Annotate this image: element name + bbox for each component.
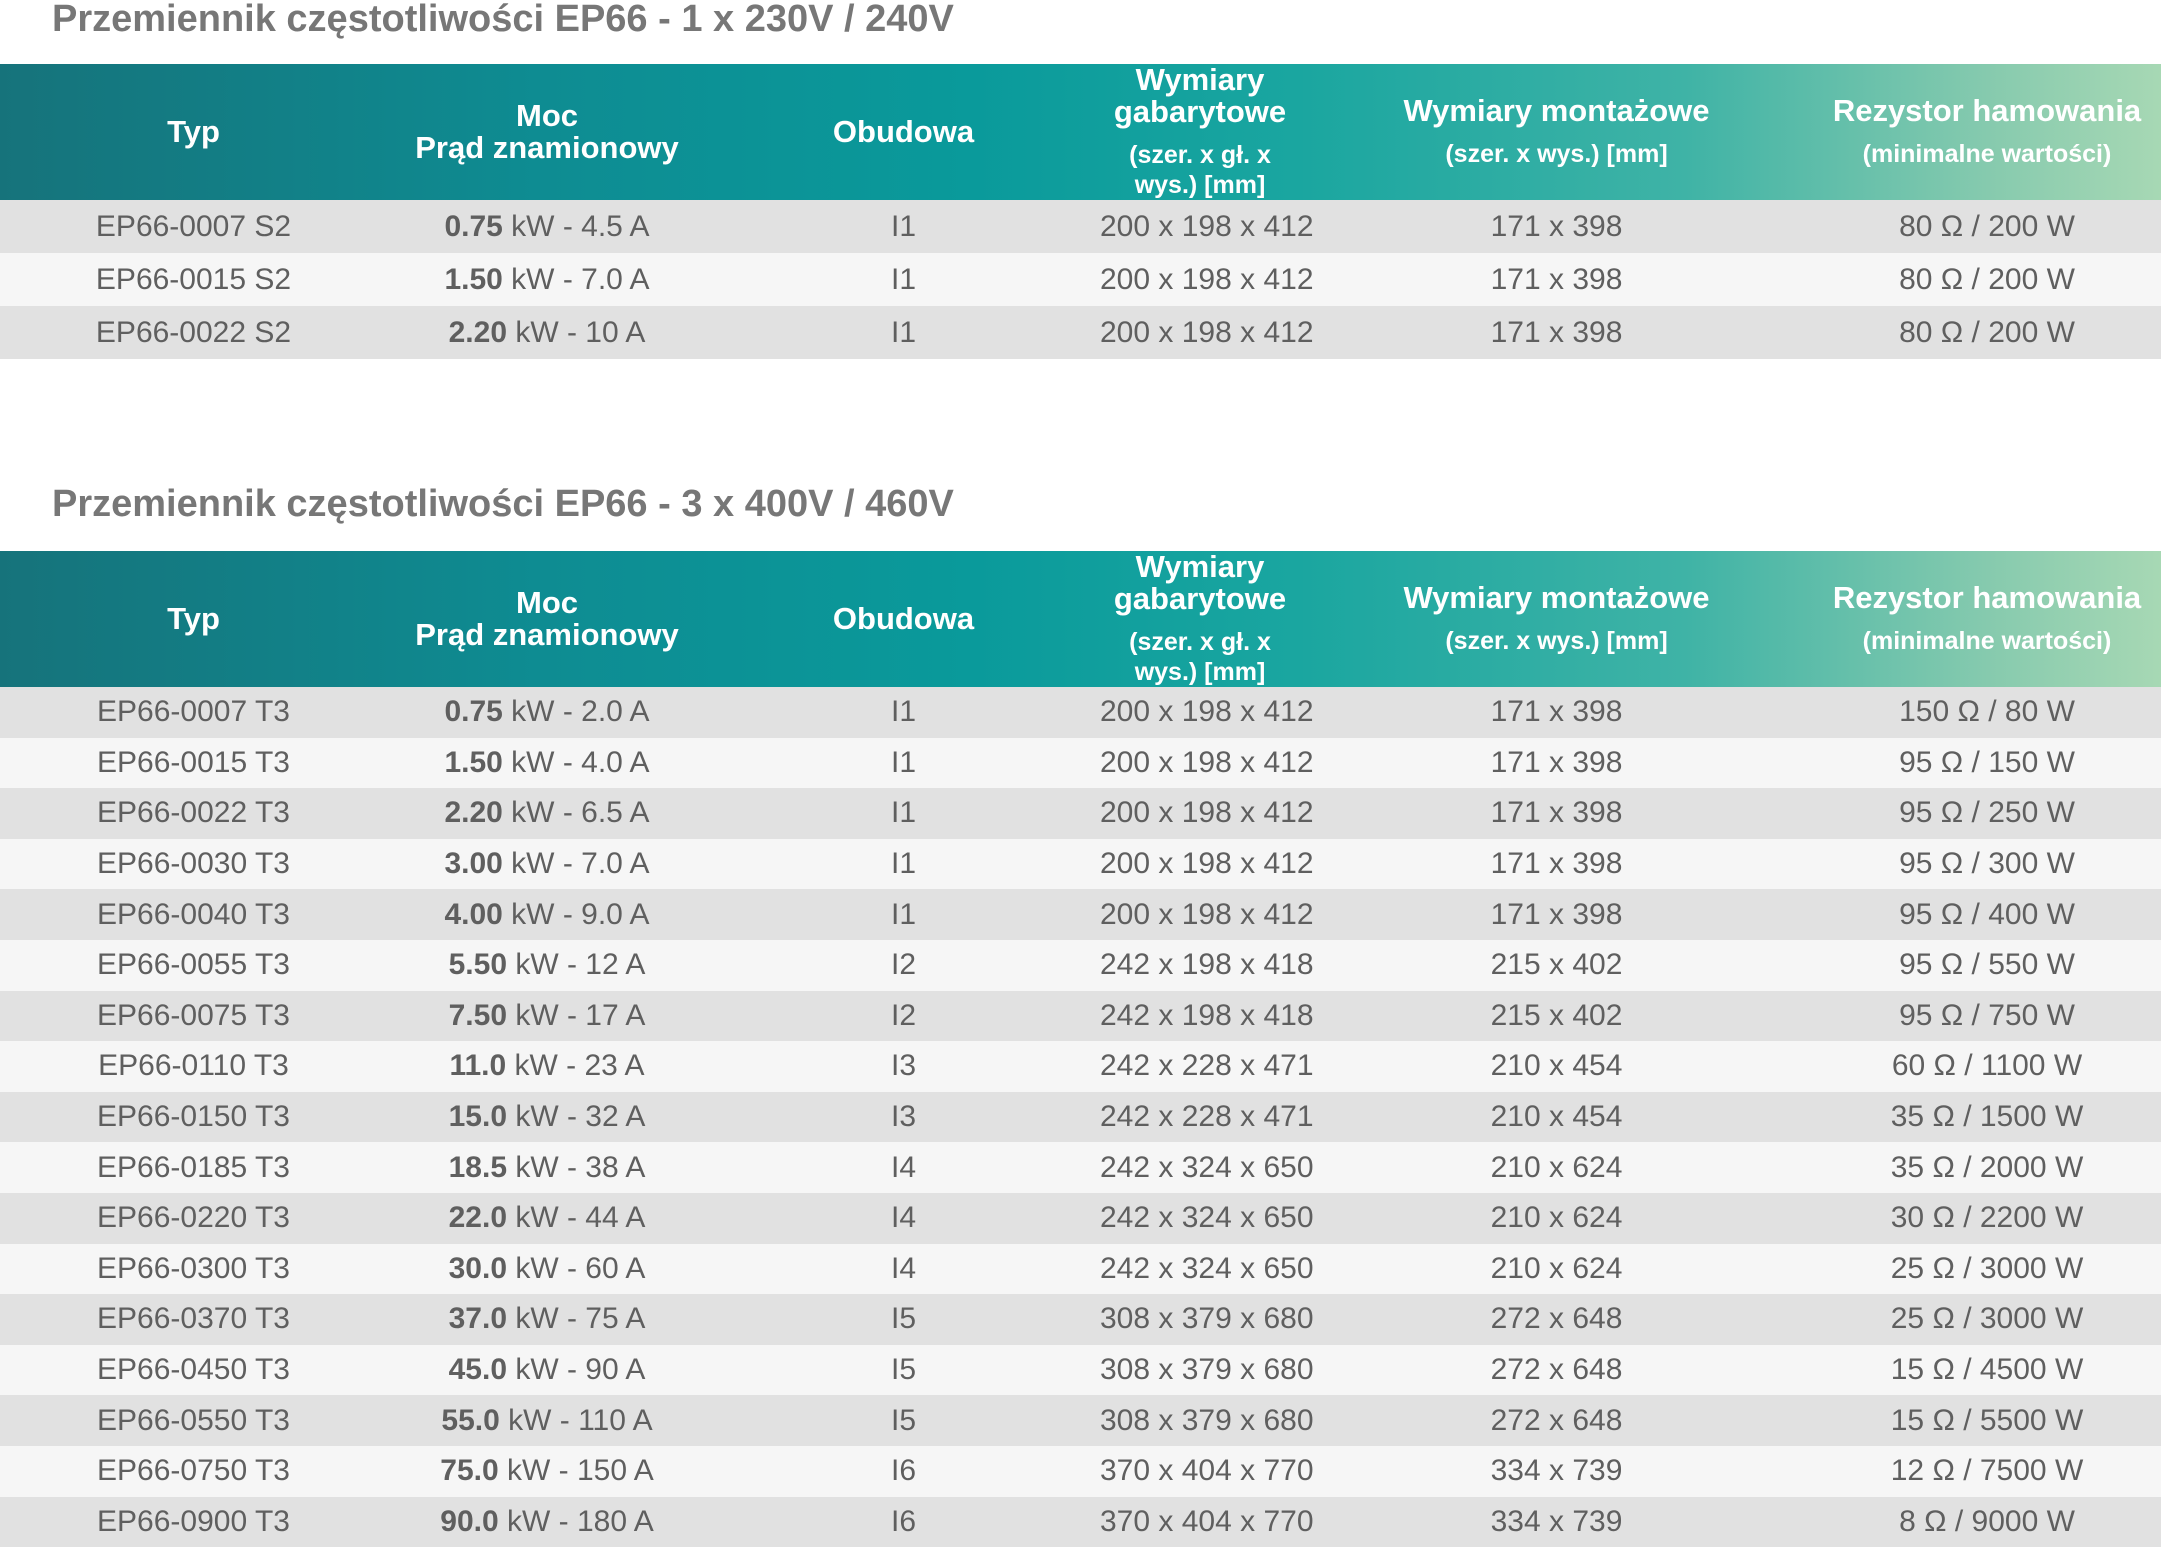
cell-wymiary-montazowe: 171 x 398 [1300,889,1813,940]
cell-typ: EP66-0030 T3 [0,839,387,890]
cell-wymiary-montazowe: 171 x 398 [1300,200,1813,253]
cell-wymiary-gabarytowe: 200 x 198 x 412 [1100,687,1300,738]
cell-wymiary-montazowe: 334 x 739 [1300,1446,1813,1497]
table-row [0,200,2161,253]
cell-typ: EP66-0055 T3 [0,940,387,991]
cell-obudowa: I1 [707,738,1100,789]
cell-rezystor: 95 Ω / 400 W [1813,889,2161,940]
cell-wymiary-montazowe: 210 x 624 [1300,1142,1813,1193]
cell-rezystor: 95 Ω / 250 W [1813,788,2161,839]
table-row [0,1345,2161,1396]
cell-moc-kw: 1.50 [444,263,502,296]
cell-rezystor: 12 Ω / 7500 W [1813,1446,2161,1497]
cell-wymiary-gabarytowe: 200 x 198 x 412 [1100,889,1300,940]
header-obudowa: Obudowa [707,551,1100,687]
cell-moc-kw: 15.0 [449,1100,507,1133]
cell-moc-kw: 37.0 [449,1302,507,1335]
cell-moc-current: kW - 7.0 A [503,263,650,296]
cell-rezystor: 25 Ω / 3000 W [1813,1244,2161,1295]
cell-moc-current: kW - 12 A [507,948,645,981]
cell-moc-current: kW - 75 A [507,1302,645,1335]
table-body-3ph [0,687,2161,1547]
header-typ: Typ [0,551,387,687]
cell-moc-current: kW - 9.0 A [503,898,650,931]
cell-wymiary-gabarytowe: 200 x 198 x 412 [1100,200,1300,253]
cell-obudowa: I5 [707,1294,1100,1345]
cell-moc [387,1497,707,1547]
cell-moc-kw: 30.0 [449,1252,507,1285]
cell-rezystor: 80 Ω / 200 W [1813,253,2161,306]
cell-wymiary-gabarytowe: 242 x 324 x 650 [1100,1142,1300,1193]
cell-moc [387,940,707,991]
cell-wymiary-gabarytowe: 200 x 198 x 412 [1100,788,1300,839]
cell-moc [387,1446,707,1497]
cell-moc [387,788,707,839]
cell-rezystor: 60 Ω / 1100 W [1813,1041,2161,1092]
cell-wymiary-gabarytowe: 242 x 324 x 650 [1100,1244,1300,1295]
table-row [0,1294,2161,1345]
cell-rezystor: 15 Ω / 5500 W [1813,1395,2161,1446]
cell-obudowa: I1 [707,200,1100,253]
header-moc: Moc Prąd znamionowy [387,64,707,200]
cell-wymiary-gabarytowe: 370 x 404 x 770 [1100,1497,1300,1547]
cell-moc-kw: 5.50 [449,948,507,981]
cell-moc-kw: 75.0 [440,1454,498,1487]
cell-obudowa: I4 [707,1193,1100,1244]
table-row [0,306,2161,359]
cell-typ: EP66-0550 T3 [0,1395,387,1446]
cell-obudowa: I6 [707,1446,1100,1497]
cell-rezystor: 95 Ω / 750 W [1813,991,2161,1042]
cell-moc [387,200,707,253]
cell-obudowa: I3 [707,1041,1100,1092]
cell-moc [387,738,707,789]
cell-moc [387,991,707,1042]
table-row [0,889,2161,940]
cell-typ: EP66-0150 T3 [0,1092,387,1143]
cell-wymiary-gabarytowe: 200 x 198 x 412 [1100,839,1300,890]
cell-wymiary-montazowe: 215 x 402 [1300,940,1813,991]
cell-moc-kw: 18.5 [449,1151,507,1184]
cell-wymiary-gabarytowe: 242 x 198 x 418 [1100,991,1300,1042]
cell-rezystor: 95 Ω / 300 W [1813,839,2161,890]
table-row [0,1193,2161,1244]
cell-obudowa: I2 [707,940,1100,991]
table-header-row [0,551,2161,687]
cell-rezystor: 80 Ω / 200 W [1813,306,2161,359]
cell-moc-current: kW - 2.0 A [503,695,650,728]
cell-typ: EP66-0300 T3 [0,1244,387,1295]
cell-moc [387,687,707,738]
cell-moc [387,1142,707,1193]
section-title-1ph: Przemiennik częstotliwości EP66 - 1 x 230V / 240V [52,0,954,38]
cell-moc [387,1041,707,1092]
header-rezystor: Rezystor hamowania (minimalne wartości) [1813,64,2161,200]
cell-moc-current: kW - 90 A [507,1353,645,1386]
cell-typ: EP66-0040 T3 [0,889,387,940]
table-body-1ph [0,200,2161,359]
cell-wymiary-gabarytowe: 308 x 379 x 680 [1100,1294,1300,1345]
cell-obudowa: I1 [707,687,1100,738]
header-wymiary-montazowe: Wymiary montażowe (szer. x wys.) [mm] [1300,64,1813,200]
table-row [0,253,2161,306]
cell-rezystor: 25 Ω / 3000 W [1813,1294,2161,1345]
cell-rezystor: 35 Ω / 1500 W [1813,1092,2161,1143]
cell-moc-kw: 90.0 [440,1505,498,1538]
header-moc: Moc Prąd znamionowy [387,551,707,687]
cell-wymiary-montazowe: 210 x 454 [1300,1092,1813,1143]
cell-moc-current: kW - 150 A [499,1454,654,1487]
cell-wymiary-montazowe: 210 x 624 [1300,1193,1813,1244]
cell-obudowa: I4 [707,1244,1100,1295]
cell-typ: EP66-0007 T3 [0,687,387,738]
cell-obudowa: I5 [707,1395,1100,1446]
cell-wymiary-montazowe: 171 x 398 [1300,687,1813,738]
cell-typ: EP66-0075 T3 [0,991,387,1042]
cell-rezystor: 80 Ω / 200 W [1813,200,2161,253]
cell-rezystor: 95 Ω / 550 W [1813,940,2161,991]
cell-wymiary-montazowe: 171 x 398 [1300,306,1813,359]
cell-wymiary-montazowe: 215 x 402 [1300,991,1813,1042]
cell-moc-current: kW - 32 A [507,1100,645,1133]
cell-moc [387,1395,707,1446]
spec-table-1ph [0,64,2161,359]
cell-moc-kw: 2.20 [449,316,507,349]
cell-wymiary-montazowe: 272 x 648 [1300,1395,1813,1446]
cell-wymiary-montazowe: 171 x 398 [1300,738,1813,789]
cell-wymiary-montazowe: 171 x 398 [1300,253,1813,306]
cell-moc-kw: 0.75 [444,210,502,243]
cell-typ: EP66-0220 T3 [0,1193,387,1244]
cell-moc-current: kW - 4.5 A [503,210,650,243]
cell-moc-current: kW - 10 A [507,316,645,349]
cell-wymiary-montazowe: 272 x 648 [1300,1294,1813,1345]
cell-moc-current: kW - 38 A [507,1151,645,1184]
table-row [0,1142,2161,1193]
table-row [0,687,2161,738]
cell-moc-current: kW - 6.5 A [503,796,650,829]
cell-wymiary-gabarytowe: 242 x 228 x 471 [1100,1092,1300,1143]
cell-obudowa: I5 [707,1345,1100,1396]
cell-wymiary-montazowe: 210 x 454 [1300,1041,1813,1092]
cell-typ: EP66-0750 T3 [0,1446,387,1497]
header-wymiary-montazowe: Wymiary montażowe (szer. x wys.) [mm] [1300,551,1813,687]
cell-wymiary-montazowe: 334 x 739 [1300,1497,1813,1547]
table-row [0,1244,2161,1295]
cell-wymiary-montazowe: 210 x 624 [1300,1244,1813,1295]
cell-moc [387,1345,707,1396]
cell-wymiary-gabarytowe: 200 x 198 x 412 [1100,253,1300,306]
cell-moc-current: kW - 7.0 A [503,847,650,880]
cell-typ: EP66-0015 T3 [0,738,387,789]
cell-moc-kw: 0.75 [444,695,502,728]
table-row [0,1497,2161,1547]
cell-rezystor: 15 Ω / 4500 W [1813,1345,2161,1396]
cell-typ: EP66-0007 S2 [0,200,387,253]
cell-moc-current: kW - 110 A [500,1404,653,1437]
cell-typ: EP66-0015 S2 [0,253,387,306]
cell-moc-current: kW - 44 A [507,1201,645,1234]
cell-obudowa: I2 [707,991,1100,1042]
cell-obudowa: I1 [707,253,1100,306]
cell-rezystor: 30 Ω / 2200 W [1813,1193,2161,1244]
cell-wymiary-montazowe: 171 x 398 [1300,839,1813,890]
cell-obudowa: I1 [707,889,1100,940]
cell-moc [387,889,707,940]
cell-wymiary-montazowe: 272 x 648 [1300,1345,1813,1396]
cell-moc-kw: 55.0 [441,1404,499,1437]
cell-moc-kw: 1.50 [444,746,502,779]
table-row [0,738,2161,789]
table-row [0,1092,2161,1143]
cell-typ: EP66-0110 T3 [0,1041,387,1092]
header-wymiary-gabarytowe: Wymiary gabarytowe (szer. x gł. x wys.) [mm] [1100,64,1300,200]
cell-wymiary-gabarytowe: 308 x 379 x 680 [1100,1345,1300,1396]
cell-moc [387,1193,707,1244]
table-row [0,839,2161,890]
cell-moc [387,1294,707,1345]
table-row [0,1446,2161,1497]
table-row [0,1395,2161,1446]
cell-moc-kw: 3.00 [444,847,502,880]
cell-typ: EP66-0450 T3 [0,1345,387,1396]
cell-obudowa: I4 [707,1142,1100,1193]
header-obudowa: Obudowa [707,64,1100,200]
table-row [0,1041,2161,1092]
table-row [0,940,2161,991]
spec-table-3ph [0,551,2161,1547]
header-rezystor: Rezystor hamowania (minimalne wartości) [1813,551,2161,687]
cell-obudowa: I1 [707,839,1100,890]
cell-moc [387,839,707,890]
cell-obudowa: I6 [707,1497,1100,1547]
cell-moc-current: kW - 23 A [506,1049,644,1082]
cell-obudowa: I1 [707,788,1100,839]
cell-moc [387,1092,707,1143]
cell-obudowa: I1 [707,306,1100,359]
cell-typ: EP66-0022 S2 [0,306,387,359]
cell-moc [387,306,707,359]
cell-rezystor: 95 Ω / 150 W [1813,738,2161,789]
cell-moc [387,1244,707,1295]
cell-moc-current: kW - 4.0 A [503,746,650,779]
cell-obudowa: I3 [707,1092,1100,1143]
cell-typ: EP66-0370 T3 [0,1294,387,1345]
cell-moc-kw: 2.20 [444,796,502,829]
cell-wymiary-gabarytowe: 370 x 404 x 770 [1100,1446,1300,1497]
cell-wymiary-gabarytowe: 242 x 324 x 650 [1100,1193,1300,1244]
header-wymiary-gabarytowe: Wymiary gabarytowe (szer. x gł. x wys.) [mm] [1100,551,1300,687]
cell-rezystor: 150 Ω / 80 W [1813,687,2161,738]
cell-typ: EP66-0185 T3 [0,1142,387,1193]
cell-wymiary-gabarytowe: 242 x 228 x 471 [1100,1041,1300,1092]
cell-wymiary-gabarytowe: 200 x 198 x 412 [1100,306,1300,359]
cell-rezystor: 35 Ω / 2000 W [1813,1142,2161,1193]
cell-moc-current: kW - 17 A [507,999,645,1032]
table-header-row [0,64,2161,200]
table-row [0,991,2161,1042]
cell-wymiary-montazowe: 171 x 398 [1300,788,1813,839]
cell-moc-kw: 45.0 [449,1353,507,1386]
cell-moc-kw: 11.0 [449,1049,506,1082]
cell-wymiary-gabarytowe: 200 x 198 x 412 [1100,738,1300,789]
cell-rezystor: 8 Ω / 9000 W [1813,1497,2161,1547]
cell-moc-current: kW - 60 A [507,1252,645,1285]
cell-moc-current: kW - 180 A [499,1505,654,1538]
header-typ: Typ [0,64,387,200]
cell-typ: EP66-0022 T3 [0,788,387,839]
table-row [0,788,2161,839]
cell-wymiary-gabarytowe: 242 x 198 x 418 [1100,940,1300,991]
section-title-3ph: Przemiennik częstotliwości EP66 - 3 x 400V / 460V [52,485,954,523]
cell-typ: EP66-0900 T3 [0,1497,387,1547]
cell-moc-kw: 7.50 [449,999,507,1032]
cell-wymiary-gabarytowe: 308 x 379 x 680 [1100,1395,1300,1446]
cell-moc [387,253,707,306]
cell-moc-kw: 22.0 [449,1201,507,1234]
cell-moc-kw: 4.00 [444,898,502,931]
